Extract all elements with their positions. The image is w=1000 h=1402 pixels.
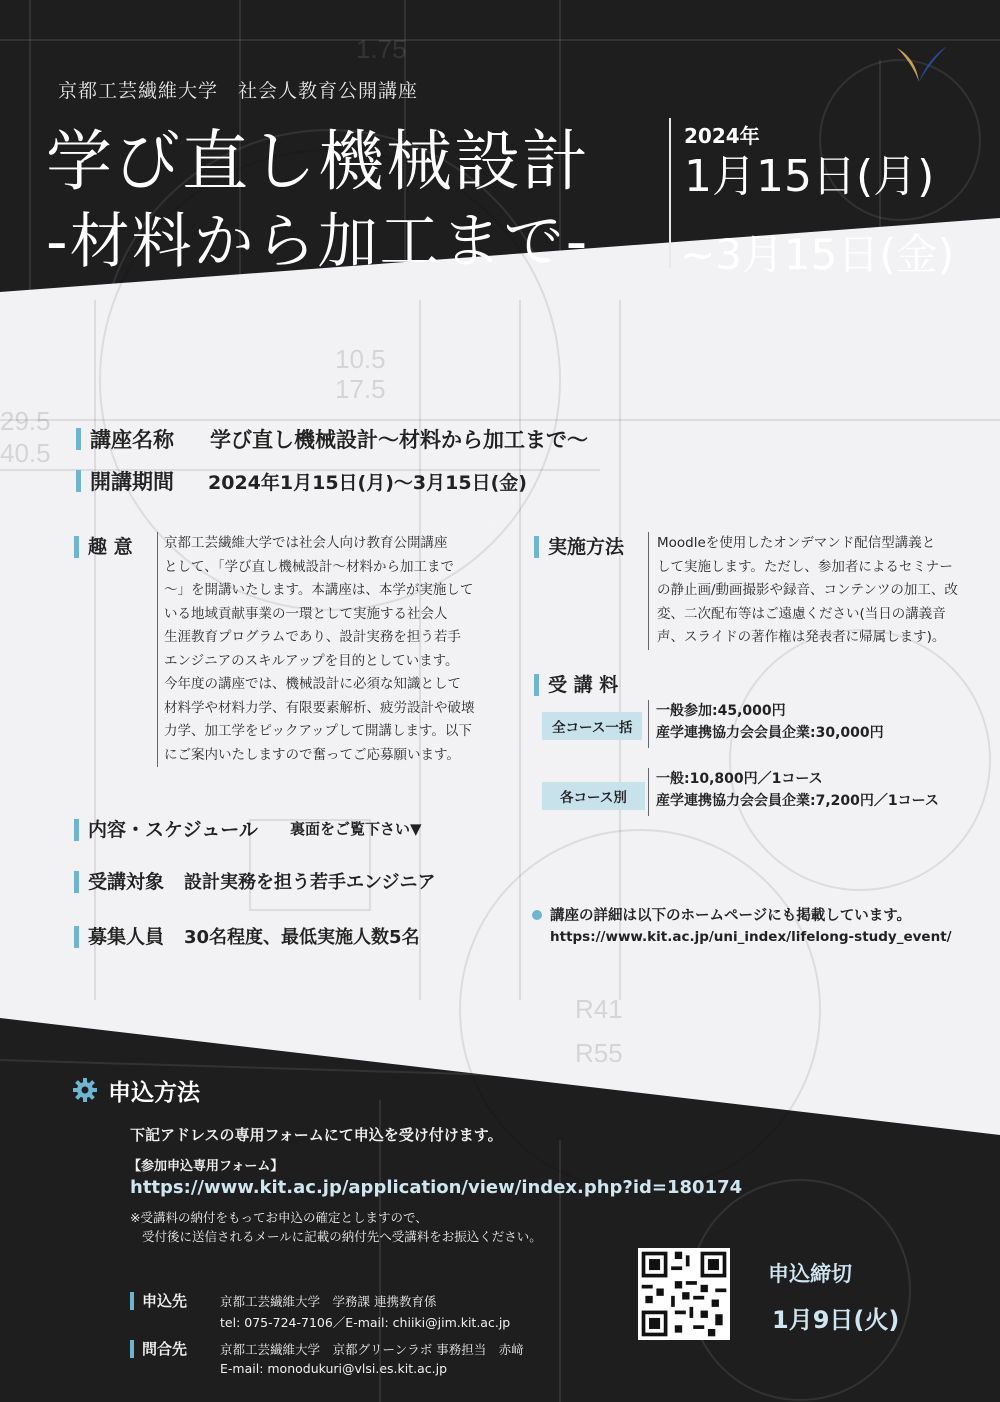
method-line: して実施します。ただし、参加者によるセミナー (657, 558, 953, 575)
details-bullet-icon (532, 910, 542, 920)
contact-bar (130, 1340, 134, 1358)
target-label: 受講対象 (88, 867, 164, 894)
application-heading: 申込方法 (108, 1080, 200, 1106)
contact-inquiry-line2: E-mail: monodukuri@vlsi.es.kit.ac.jp (220, 1361, 448, 1376)
page-title-line1: 学び直し機械設計 (46, 123, 590, 200)
contact-apply-line1: 京都工芸繊維大学 学務課 連携教育係 (220, 1294, 437, 1309)
course-period-label: 開講期間 (90, 466, 174, 496)
method-label: 実施方法 (548, 532, 624, 559)
schedule-label: 内容・スケジュール (88, 815, 258, 842)
fee-each-course-tag: 各コース別 (542, 782, 645, 810)
purpose-label: 趣 意 (88, 532, 133, 559)
fee-each-course-text (656, 768, 939, 812)
fee-all-course-tag: 全コース一括 (542, 712, 642, 740)
purpose-line: にご案内いたしますので奮ってご応募願います。 (164, 746, 460, 763)
title-divider (669, 118, 671, 268)
fee-divider (648, 700, 649, 748)
application-intro: 下記アドレスの専用フォームにて申込を受け付けます。 (130, 1126, 503, 1144)
course-name-value: 学び直し機械設計～材料から加工まで～ (210, 428, 588, 452)
application-form-label: 【参加申込専用フォーム】 (128, 1159, 284, 1174)
contact-inquiry-label: 問合先 (142, 1340, 188, 1358)
bg-dimension-text: R41 (575, 994, 623, 1024)
course-name-label: 講座名称 (90, 424, 174, 454)
fee-label: 受 講 料 (548, 670, 618, 697)
v-logo-icon (893, 42, 949, 86)
qr-code[interactable] (638, 1248, 730, 1340)
details-url[interactable]: https://www.kit.ac.jp/uni_index/lifelong-study_event/ (550, 929, 952, 945)
deadline-date: 1月9日(火) (772, 1306, 900, 1334)
fee-line: 一般:10,800円／1コース (656, 771, 823, 787)
details-text: 講座の詳細は以下のホームページにも掲載しています。 (550, 908, 912, 924)
organizer-subtitle: 京都工芸繊維大学 社会人教育公開講座 (58, 80, 419, 102)
capacity-label: 募集人員 (88, 922, 164, 949)
method-text (648, 532, 974, 650)
application-note-line1: ※受講料の納付をもってお申込の確定としますので、 (130, 1210, 428, 1225)
gear-icon (72, 1077, 98, 1103)
method-line: 声、スライドの著作権は発表者に帰属します)。 (657, 629, 946, 645)
fee-line: 産学連携協力会会員企業:30,000円 (656, 725, 884, 741)
purpose-line: として、「学び直し機械設計～材料から加工まで (164, 558, 454, 575)
purpose-line: エンジニアのスキルアップを目的としています。 (164, 652, 459, 669)
page-title-line2: -材料から加工まで- (46, 207, 590, 277)
fee-line: 一般参加:45,000円 (656, 703, 786, 719)
course-period-value: 2024年1月15日(月)～3月15日(金) (208, 472, 527, 494)
purpose-text (157, 532, 489, 767)
fee-divider (648, 768, 649, 816)
bg-dimension-text: 1.75 (356, 34, 407, 64)
bg-dimension-text: R55 (575, 1038, 623, 1068)
capacity-value: 30名程度、最低実施人数5名 (184, 927, 420, 948)
method-line: の静止画/動画撮影や録音、コンテンツの加工、改 (657, 582, 958, 598)
fee-line: 産学連携協力会会員企業:7,200円／1コース (656, 793, 939, 809)
purpose-line: 力学、加工学をピックアップして開講します。以下 (164, 723, 472, 739)
bg-dimension-text: 29.5 (0, 406, 51, 436)
date-end: ~3月15日(金) (680, 230, 955, 279)
schedule-value: 裏面をご覧下さい▼ (290, 820, 422, 838)
target-value: 設計実務を担う若手エンジニア (184, 872, 436, 893)
purpose-line: 今年度の講座では、機械設計に必須な知識として (164, 676, 461, 692)
date-year: 2024年 (684, 124, 760, 148)
purpose-line: 生涯教育プログラムであり、設計実務を担う若手 (164, 629, 461, 645)
contact-inquiry-line1: 京都工芸繊維大学 京都グリーンラボ 事務担当 赤﨑 (220, 1342, 524, 1357)
bg-dimension-text: 40.5 (0, 438, 51, 468)
application-note-line2: 受付後に送信されるメールに記載の納付先へ受講料をお振込ください。 (142, 1229, 542, 1244)
contact-apply-line2: tel: 075-724-7106／E-mail: chiiki@jim.kit.ac.jp (220, 1315, 511, 1330)
purpose-line: 材料学や材料力学、有限要素解析、疲労設計や破壊 (164, 699, 475, 716)
date-start: 1月15日(月) (684, 151, 935, 202)
bg-dimension-text: 10.5 (335, 344, 386, 374)
application-form-url[interactable]: https://www.kit.ac.jp/application/view/index.php?id=180174 (130, 1177, 743, 1198)
purpose-line: 京都工芸繊維大学では社会人向け教育公開講座 (164, 535, 448, 551)
method-line: 変、二次配布等はご遠慮ください(当日の講義音 (657, 605, 946, 622)
purpose-line: いる地域貢献事業の一環として実施する社会人 (164, 605, 448, 622)
deadline-label: 申込締切 (768, 1262, 852, 1286)
fee-all-course-text (656, 700, 884, 744)
purpose-line: ～」を開講いたします。本講座は、本学が実施して (164, 582, 474, 598)
bg-dimension-text: 17.5 (335, 374, 386, 404)
contact-apply-label: 申込先 (142, 1292, 188, 1310)
method-line: Moodleを使用したオンデマンド配信型講義と (657, 535, 936, 551)
contact-bar (130, 1292, 134, 1310)
